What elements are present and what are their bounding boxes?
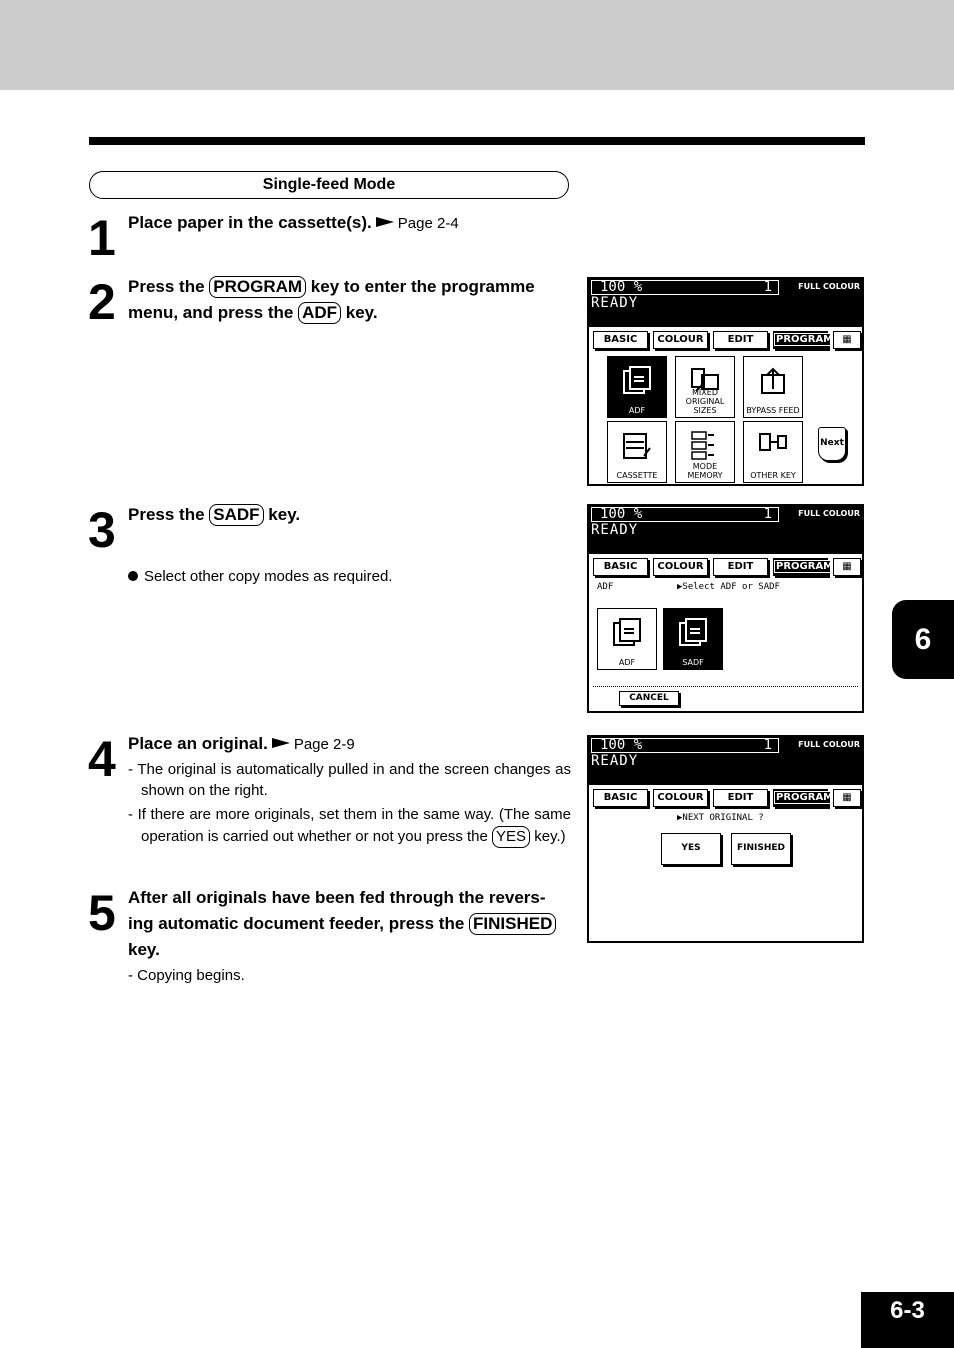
bypass-feed-label: BYPASS FEED (746, 406, 800, 415)
tab-basic[interactable]: BASIC (593, 789, 648, 807)
bypass-feed-button[interactable] (743, 356, 803, 418)
mode-memory-icon (690, 430, 720, 462)
copy-count: 1 (763, 506, 772, 522)
adf-label: ADF (628, 406, 646, 415)
page-arrow-icon (272, 738, 290, 748)
step-4-instruction: Place an original. (128, 734, 268, 753)
step-1-text (128, 210, 571, 237)
full-colour-label: FULL COLOUR (798, 509, 860, 518)
step-1-ref: Page 2-4 (397, 215, 459, 232)
next-original-prompt: ▶NEXT ORIGINAL ? (677, 813, 764, 823)
step-2-pre: Press the (128, 277, 205, 296)
zoom-value: 100 % (600, 279, 643, 295)
divider (593, 686, 858, 687)
tab-colour[interactable]: COLOUR (653, 331, 708, 349)
step-2-post: key. (345, 303, 378, 322)
other-key-button[interactable] (743, 421, 803, 483)
ready-status: READY (591, 522, 639, 538)
step-1-number: 1 (88, 210, 114, 266)
tab-edit[interactable]: EDIT (713, 558, 768, 576)
tab-program[interactable]: PROGRAM (773, 331, 828, 349)
finished-key: FINISHED (469, 913, 556, 935)
step-5-post: key. (128, 940, 160, 959)
zoom-bar (591, 507, 779, 522)
other-key-label: OTHER KEY (750, 471, 796, 480)
mixed-original-sizes-button[interactable] (675, 356, 735, 418)
section-title: Single-feed Mode (89, 171, 569, 199)
bypass-feed-icon (758, 365, 788, 397)
tab-colour[interactable]: COLOUR (653, 558, 708, 576)
cancel-button[interactable]: CANCEL (619, 691, 679, 706)
adf-option-label: ADF (618, 658, 636, 667)
step-2-mid: key to enter the programme menu, and press the (128, 277, 535, 322)
full-colour-label: FULL COLOUR (798, 282, 860, 291)
step-5-note: - Copying begins. (128, 967, 245, 984)
step-4-note-2 (128, 805, 571, 848)
step-2-number: 2 (88, 274, 114, 330)
step-5-text (128, 885, 571, 963)
select-prompt: ▶Select ADF or SADF (677, 582, 780, 592)
step-3-number: 3 (88, 502, 114, 558)
step-1-instruction: Place paper in the cassette(s). (128, 213, 372, 232)
screen-header (589, 506, 862, 554)
adf-header-label: ADF (597, 582, 614, 592)
page-number: 6-3 (861, 1292, 954, 1348)
adf-icon (612, 617, 642, 649)
mixed-sizes-label: MIXED ORIGINAL SIZES (685, 388, 725, 415)
tab-program[interactable]: PROGRAM (773, 789, 828, 807)
next-original-text: NEXT ORIGINAL ? (682, 813, 764, 823)
ready-status: READY (591, 295, 639, 311)
screen-header (589, 279, 862, 327)
screen-tabs (591, 558, 860, 578)
adf-key: ADF (298, 302, 341, 324)
cassette-button[interactable] (607, 421, 667, 483)
zoom-value: 100 % (600, 506, 643, 522)
bullet-icon (128, 571, 138, 581)
step-4-note-1: - The original is automatically pulled in and the screen changes as shown on the right. (128, 761, 571, 799)
yes-key: YES (492, 826, 530, 848)
zoom-bar (591, 738, 779, 753)
select-prompt-text: Select ADF or SADF (682, 582, 780, 592)
screen-tabs (591, 789, 860, 809)
zoom-bar (591, 280, 779, 295)
menu-icon: ▦ (842, 334, 852, 345)
step-3-pre: Press the (128, 505, 205, 524)
menu-icon: ▦ (842, 561, 852, 572)
step-5-pre: After all originals have been fed through the revers-ing automatic document feeder, press the (128, 888, 546, 933)
step-2-text (128, 274, 571, 326)
adf-button[interactable] (607, 356, 667, 418)
screen-adf-select (587, 504, 864, 713)
step-5-number: 5 (88, 885, 114, 941)
tab-basic[interactable]: BASIC (593, 558, 648, 576)
tab-edit[interactable]: EDIT (713, 789, 768, 807)
yes-button[interactable]: YES (661, 833, 721, 865)
screen-program-menu (587, 277, 864, 486)
top-rule (89, 137, 865, 145)
adf-option-button[interactable] (597, 608, 657, 670)
adf-icon (622, 365, 652, 397)
sadf-option-label: SADF (682, 658, 704, 667)
step-3-post: key. (268, 505, 301, 524)
header-band (0, 0, 954, 90)
step-3-text (128, 502, 571, 528)
cassette-label: CASSETTE (616, 471, 658, 480)
sadf-icon (678, 617, 708, 649)
full-colour-label: FULL COLOUR (798, 740, 860, 749)
screen-header (589, 737, 862, 785)
tab-menu[interactable] (833, 558, 861, 576)
step-4-note-2-text: - If there are more originals, set them in the same way. (The same operation is carried out whether or not you press the (128, 806, 571, 845)
tab-basic[interactable]: BASIC (593, 331, 648, 349)
sadf-option-button[interactable] (663, 608, 723, 670)
next-button[interactable]: Next (818, 427, 846, 461)
tab-colour[interactable]: COLOUR (653, 789, 708, 807)
step-3-note (128, 567, 571, 587)
menu-icon: ▦ (842, 792, 852, 803)
tab-menu[interactable] (833, 331, 861, 349)
ready-status: READY (591, 753, 639, 769)
copy-count: 1 (763, 279, 772, 295)
screen-next-original (587, 735, 864, 943)
chapter-tab: 6 (892, 600, 954, 679)
copy-count: 1 (763, 737, 772, 753)
step-3-note-text: Select other copy modes as required. (144, 568, 393, 585)
mode-memory-button[interactable] (675, 421, 735, 483)
sadf-key: SADF (209, 504, 263, 526)
step-4-number: 4 (88, 731, 114, 787)
tab-program[interactable]: PROGRAM (773, 558, 828, 576)
finished-button[interactable]: FINISHED (731, 833, 791, 865)
zoom-value: 100 % (600, 737, 643, 753)
step-4-text (128, 731, 571, 758)
screen-tabs (591, 331, 860, 351)
other-key-icon (758, 430, 788, 462)
cassette-icon (622, 430, 652, 462)
step-4-ref: Page 2-9 (293, 736, 355, 753)
page-arrow-icon (376, 217, 394, 227)
mode-memory-label: MODE MEMORY (687, 462, 723, 480)
tab-menu[interactable] (833, 789, 861, 807)
tab-edit[interactable]: EDIT (713, 331, 768, 349)
program-key: PROGRAM (209, 276, 306, 298)
step-4-note-2-end: key.) (534, 827, 566, 845)
